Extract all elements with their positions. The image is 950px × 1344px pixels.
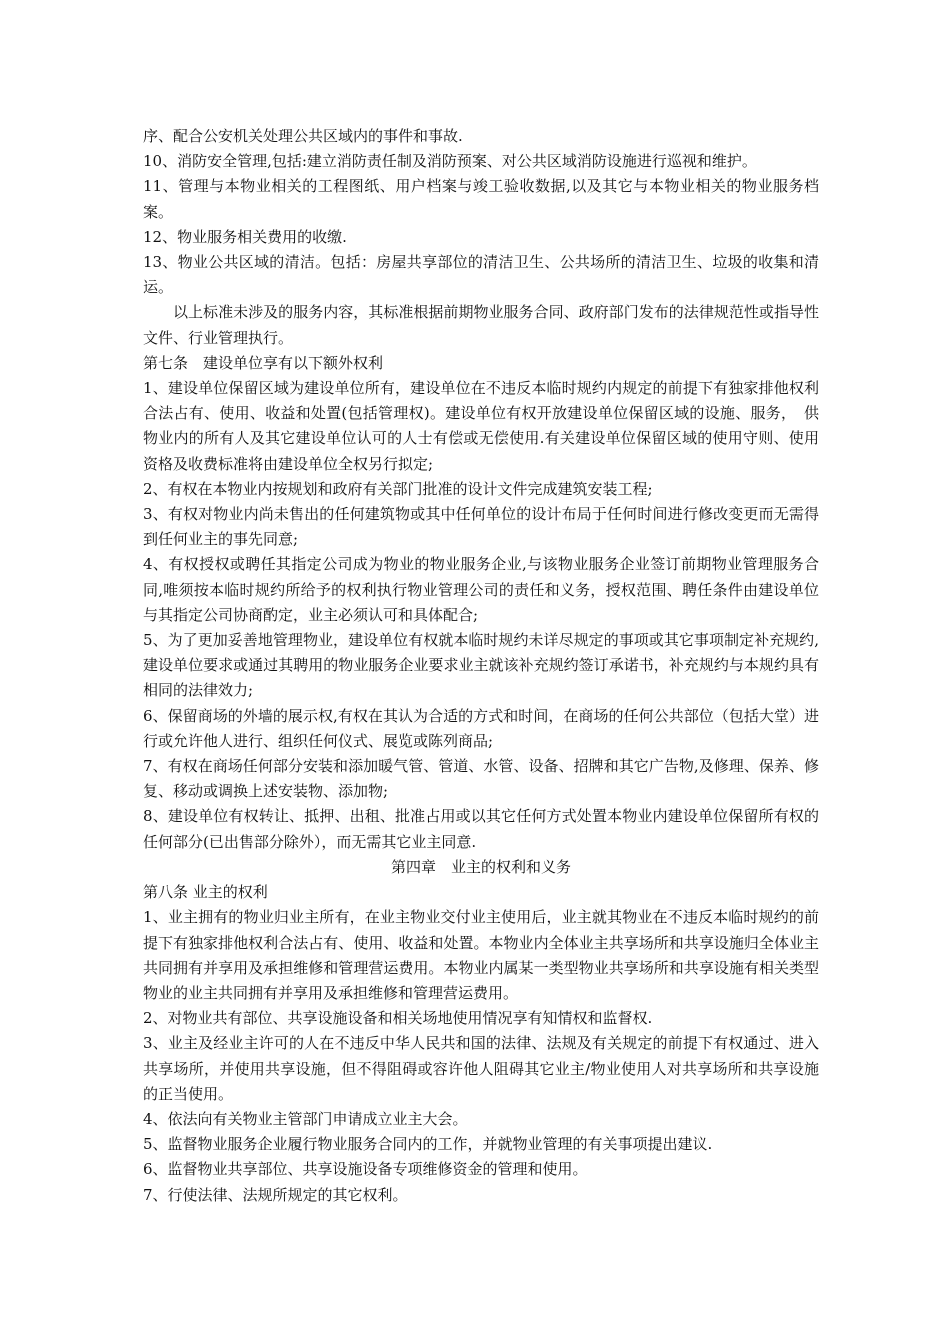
article-7-item-5: 5、为了更加妥善地管理物业，建设单位有权就本临时规约未详尽规定的事项或其它事项制定补充规约,建设单位要求或通过其聘用的物业服务企业要求业主就该补充规约签订承诺书，补充规约与本规约具有相同的法律效力;: [143, 631, 819, 700]
article-8-item-6: 6、监督物业共享部位、共享设施设备专项维修资金的管理和使用。: [143, 1160, 588, 1179]
article-8-item-7: 7、行使法律、法规所规定的其它权利。: [143, 1185, 408, 1204]
list-item-11: 11、管理与本物业相关的工程图纸、用户档案与竣工验收数据,以及其它与本物业相关的物业服务档案。: [143, 177, 819, 221]
article-8-item-5: 5、监督物业服务企业履行物业服务合同内的工作，并就物业管理的有关事项提出建议.: [143, 1135, 713, 1154]
article-7-item-3: 3、有权对物业内尚未售出的任何建筑物或其中任何单位的设计布局于任何时间进行修改变更而无需得到任何业主的事先同意;: [143, 505, 819, 549]
document-body: [143, 124, 819, 1208]
article-7-item-7: 7、有权在商场任何部分安装和添加暖气管、管道、水管、设备、招牌和其它广告物,及修理、保养、修复、移动或调换上述安装物、添加物;: [143, 757, 819, 801]
list-item-13: 13、物业公共区域的清洁。包括：房屋共享部位的清洁卫生、公共场所的清洁卫生、垃圾的收集和清运。: [143, 253, 819, 297]
article-7-item-4: 4、有权授权或聘任其指定公司成为物业的物业服务企业,与该物业服务企业签订前期物业管理服务合同,唯须按本临时规约所给予的权利执行物业管理公司的责任和义务，授权范围、聘任条件由建设单位与其指定公司协商酌定，业主必须认可和具体配合;: [143, 555, 819, 624]
paragraph-continuation: 序、配合公安机关处理公共区域内的事件和事故.: [143, 127, 463, 145]
article-8-item-4: 4、依法向有关物业主管部门申请成立业主大会。: [143, 1109, 468, 1128]
article-8-heading: 第八条 业主的权利: [143, 883, 268, 902]
article-7-item-8: 8、建设单位有权转让、抵押、出租、批准占用或以其它任何方式处置本物业内建设单位保留所有权的任何部分(已出售部分除外），而无需其它业主同意.: [143, 807, 819, 851]
standards-note-paragraph: 以上标准未涉及的服务内容，其标准根据前期物业服务合同、政府部门发布的法律规范性或指导性文件、行业管理执行。: [143, 303, 819, 347]
article-7-item-1: 1、建设单位保留区域为建设单位所有，建设单位在不违反本临时规约内规定的前提下有独家排他权利合法占有、使用、收益和处置(包括管理权)。建设单位有权开放建设单位保留区域的设施、服务， 供物业内的所有人及其它建设单位认可的人士有偿或无偿使用.有关建设单位保留区域的使用守则、使用资格及收费标准将由建设单位全权另行拟定;: [143, 379, 819, 473]
list-item-10: 10、消防安全管理,包括:建立消防责任制及消防预案、对公共区域消防设施进行巡视和维护。: [143, 152, 757, 171]
article-7-item-6: 6、保留商场的外墙的展示权,有权在其认为合适的方式和时间，在商场的任何公共部位（包括大堂）进行或允许他人进行、组织任何仪式、展览或陈列商品;: [143, 706, 819, 750]
article-7-item-2: 2、有权在本物业内按规划和政府有关部门批准的设计文件完成建筑安装工程;: [143, 479, 653, 498]
article-7-heading: 第七条 建设单位享有以下额外权利: [143, 353, 384, 372]
chapter-4-heading: 第四章 业主的权利和义务: [390, 857, 571, 876]
article-8-item-2: 2、对物业共有部位、共享设施设备和相关场地使用情况享有知情权和监督权.: [143, 1009, 653, 1028]
article-8-item-3: 3、业主及经业主许可的人在不违反中华人民共和国的法律、法规及有关规定的前提下有权通过、进入共享场所，并使用共享设施，但不得阻碍或容许他人阻碍其它业主/物业使用人对共享场所和共享设施的正当使用。: [143, 1034, 819, 1103]
list-item-12: 12、物业服务相关费用的收缴.: [143, 227, 347, 246]
article-8-item-1: 1、业主拥有的物业归业主所有，在业主物业交付业主使用后，业主就其物业在不违反本临时规约的前提下有独家排他权利合法占有、使用、收益和处置。本物业内全体业主共享场所和共享设施归全体业主共同拥有并享用及承担维修和管理营运费用。本物业内属某一类型物业共享场所和共享设施有相关类型物业的业主共同拥有并享用及承担维修和管理营运费用。: [143, 908, 819, 1002]
